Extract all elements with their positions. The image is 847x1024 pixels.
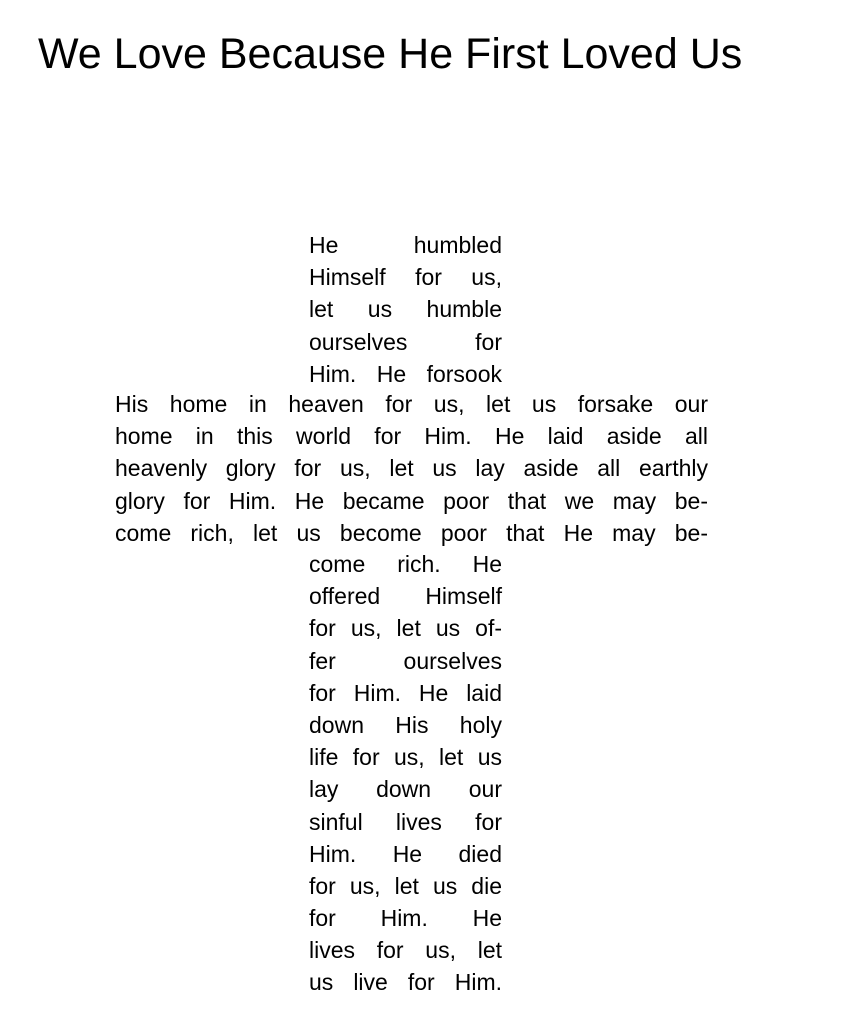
poem-line: lives for us, let	[309, 937, 502, 964]
poem-line: come rich. He	[309, 551, 502, 577]
poem-line: for us, let us die	[309, 872, 502, 899]
poem-line: He humbled	[309, 232, 502, 258]
poem-line: offered Himself	[309, 583, 502, 610]
poem-line: for us, let us of-	[309, 615, 502, 642]
cross-beam	[115, 388, 708, 549]
poem-line: us live for Him.	[309, 969, 502, 996]
poem-line: glory for Him. He became poor that we may be-	[115, 487, 708, 514]
poem-line: Himself for us,	[309, 264, 502, 291]
poem-line: ourselves for	[309, 328, 502, 355]
poem-line: heavenly glory for us, let us lay aside all earthly	[115, 455, 708, 482]
poem-line: life for us, let us	[309, 744, 502, 771]
poem-line: for Him. He laid	[309, 679, 502, 706]
poem-line: down His holy	[309, 711, 502, 738]
poem-line: Him. He died	[309, 840, 502, 867]
cross-lower-arm	[309, 548, 502, 999]
poem-line: fer ourselves	[309, 647, 502, 674]
page-title: We Love Because He First Loved Us	[38, 30, 743, 78]
poem-line: Him. He forsook	[309, 360, 502, 387]
poem-line: lay down our	[309, 776, 502, 803]
poem-line: come rich, let us become poor that He may be-	[115, 519, 708, 546]
poem-line: sinful lives for	[309, 808, 502, 835]
cross-upper-arm	[309, 229, 502, 390]
poem-line: for Him. He	[309, 905, 502, 932]
poem-line: let us humble	[309, 296, 502, 323]
poem-line: home in this world for Him. He laid aside all	[115, 423, 708, 450]
poem-line: His home in heaven for us, let us forsake our	[115, 391, 708, 417]
